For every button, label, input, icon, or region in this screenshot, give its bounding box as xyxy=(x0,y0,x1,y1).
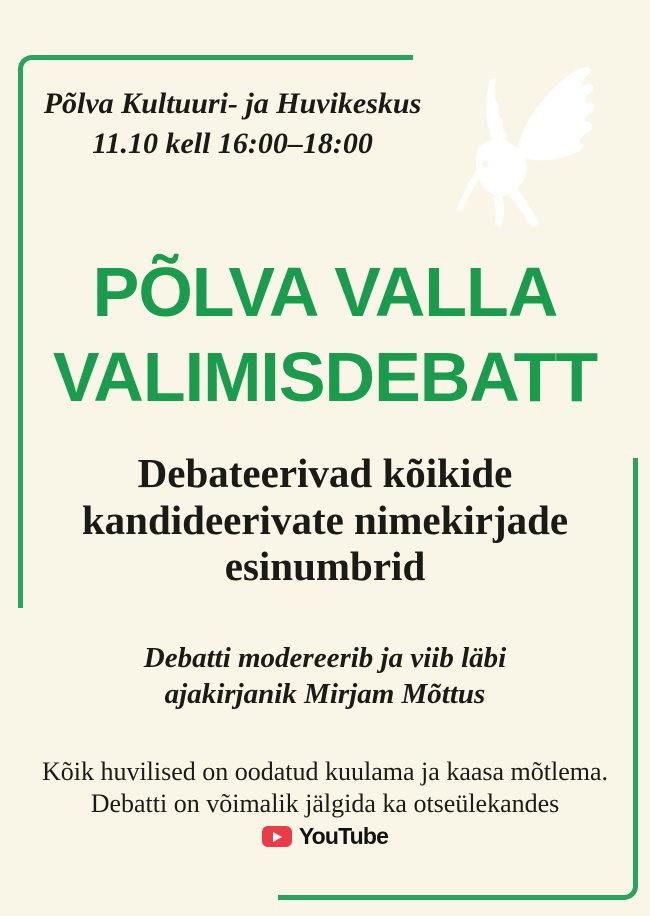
moderator-line-2: ajakirjanik Mirjam Mõttus xyxy=(164,677,486,710)
event-header xyxy=(0,84,465,164)
hummingbird-icon xyxy=(432,60,622,230)
title-line-2: VALIMISDEBATT xyxy=(52,338,598,417)
event-datetime: 11.10 kell 16:00–18:00 xyxy=(92,126,373,160)
youtube-wordmark: YouTube xyxy=(298,823,389,849)
poster-subtitle xyxy=(0,450,650,590)
audience-line-1: Kõik huvilised on oodatud kuulama ja kaasa mõtlema. xyxy=(41,757,609,786)
subtitle-line-3: esinumbrid xyxy=(224,543,426,590)
hummingbird-eye xyxy=(482,161,489,168)
venue-name: Põlva Kultuuri- ja Huvikeskus xyxy=(43,87,422,120)
moderator-note xyxy=(0,641,650,713)
audience-line-2: Debatti on võimalik jälgida ka otseülekandes xyxy=(90,788,560,818)
subtitle-line-1: Debateerivad kõikide xyxy=(137,450,513,496)
audience-note xyxy=(0,756,650,820)
title-line-1: PÕLVA VALLA xyxy=(92,253,558,331)
subtitle-line-2: kandideerivate nimekirjade xyxy=(81,496,569,543)
youtube-logo xyxy=(0,823,650,850)
play-triangle-icon xyxy=(273,832,282,842)
moderator-line-1: Debatti modereerib ja viib läbi xyxy=(143,642,507,674)
poster-title xyxy=(0,250,650,421)
youtube-play-icon xyxy=(262,826,292,847)
